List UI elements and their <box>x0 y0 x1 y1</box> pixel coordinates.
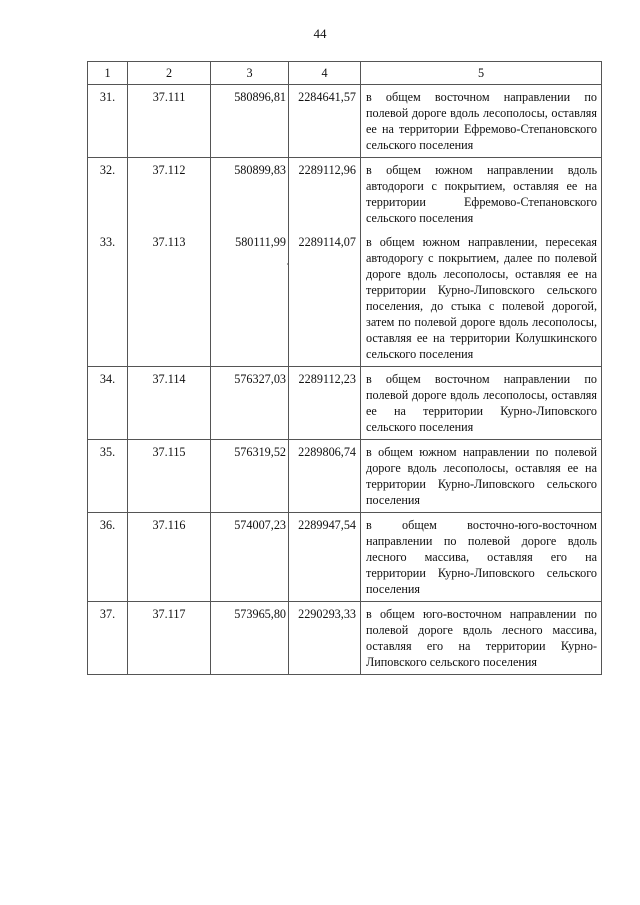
table-row <box>88 230 602 367</box>
point-id: 37.112 <box>128 158 211 231</box>
col-header-3: 3 <box>211 62 289 85</box>
table-row <box>88 367 602 440</box>
coord-y: 2284641,57 <box>289 85 361 158</box>
direction-description: в общем восточно-юго-восточном направлении по полевой дороге вдоль лесного массива, оставляя его на территории Курно-Липовского сельского поселения <box>361 513 602 602</box>
table-row <box>88 440 602 513</box>
table-row <box>88 158 602 231</box>
direction-description: в общем восточном направлении по полевой дороге вдоль лесополосы, оставляя ее на территории Курно-Липовского сельского поселения <box>361 367 602 440</box>
coord-y: 2289112,23 <box>289 367 361 440</box>
direction-description: в общем южном направлении вдоль автодороги с покрытием, оставляя ее на территории Ефремово-Степановского сельского поселения <box>361 158 602 231</box>
row-number: 35. <box>88 440 128 513</box>
row-number: 36. <box>88 513 128 602</box>
coord-y: 2289114,07 <box>289 230 361 367</box>
header-row <box>88 62 602 85</box>
coord-x: 580111,99 <box>211 230 289 367</box>
row-number: 31. <box>88 85 128 158</box>
coord-y: 2289947,54 <box>289 513 361 602</box>
direction-description: в общем южном направлении по полевой дороге вдоль лесополосы, оставляя ее на территории Курно-Липовского сельского поселения <box>361 440 602 513</box>
coord-y: 2289806,74 <box>289 440 361 513</box>
point-id: 37.113 <box>128 230 211 367</box>
point-id: 37.116 <box>128 513 211 602</box>
row-number: 34. <box>88 367 128 440</box>
boundary-table <box>87 61 602 675</box>
direction-description: в общем юго-восточном направлении по полевой дороге вдоль лесного массива, оставляя его на территории Курно-Липовского сельского поселения <box>361 602 602 675</box>
coord-y: 2289112,96 <box>289 158 361 231</box>
row-number: 33. <box>88 230 128 367</box>
coord-x: 580896,81 <box>211 85 289 158</box>
table-row <box>88 602 602 675</box>
direction-description: в общем восточном направлении по полевой дороге вдоль лесополосы, оставляя ее на территории Ефремово-Степановского сельского поселения <box>361 85 602 158</box>
point-id: 37.111 <box>128 85 211 158</box>
page-number: 44 <box>313 26 327 41</box>
col-header-2: 2 <box>128 62 211 85</box>
table-row <box>88 85 602 158</box>
coord-x: 576319,52 <box>211 440 289 513</box>
col-header-5: 5 <box>361 62 602 85</box>
direction-description: в общем южном направлении, пересекая автодорогу с покрытием, далее по полевой дороге вдоль лесополосы, оставляя ее на территории Курно-Липовского сельского поселения, до стыка с полевой дорогой, затем по полевой дороге вдоль лесополосы, оставляя ее на территории Колушкинского сельского поселения <box>361 230 602 367</box>
coord-y: 2290293,33 <box>289 602 361 675</box>
point-id: 37.115 <box>128 440 211 513</box>
point-id: 37.117 <box>128 602 211 675</box>
col-header-4: 4 <box>289 62 361 85</box>
row-number: 37. <box>88 602 128 675</box>
coord-x: 580899,83 <box>211 158 289 231</box>
table-row <box>88 513 602 602</box>
coord-x: 574007,23 <box>211 513 289 602</box>
coord-x: 576327,03 <box>211 367 289 440</box>
row-number: 32. <box>88 158 128 231</box>
coord-x: 573965,80 <box>211 602 289 675</box>
point-id: 37.114 <box>128 367 211 440</box>
col-header-1: 1 <box>88 62 128 85</box>
